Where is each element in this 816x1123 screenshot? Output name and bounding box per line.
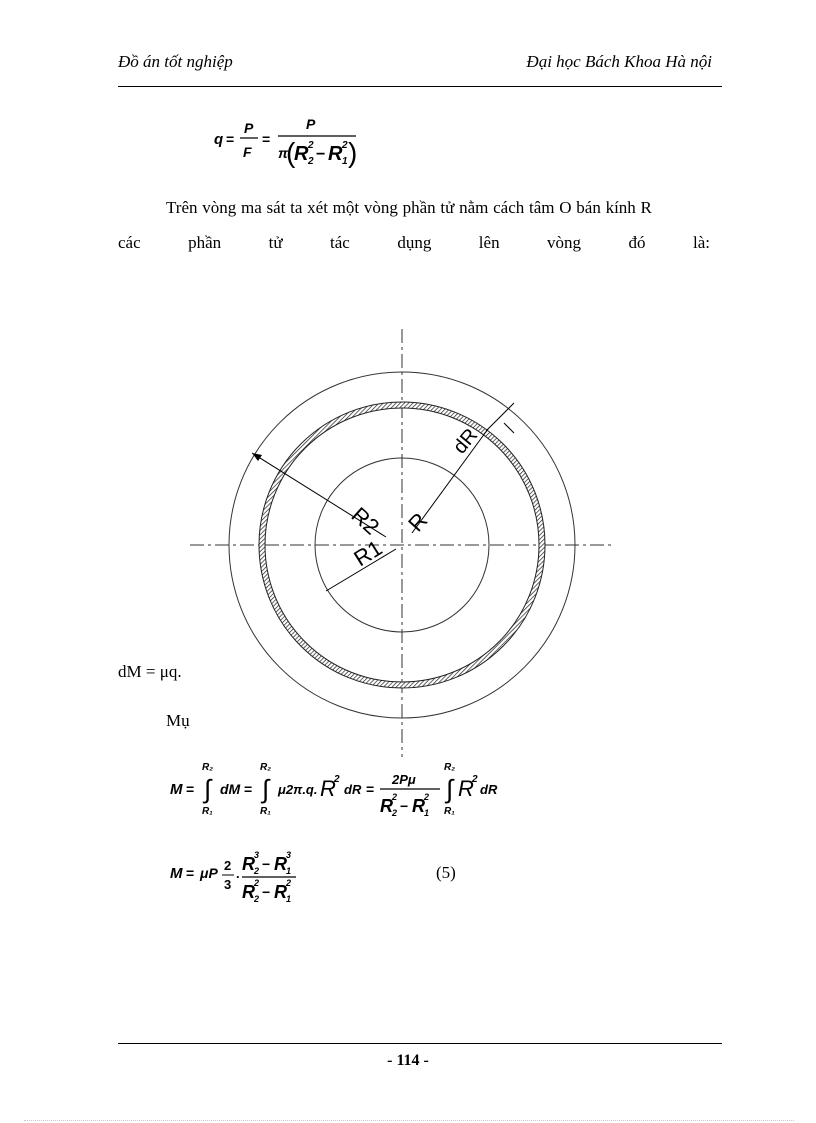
eq3-frac-den: 3 (224, 877, 232, 892)
svg-text:R: R (380, 796, 393, 816)
eq1-den1: F (243, 144, 252, 160)
eq1-num1: P (244, 120, 254, 136)
paragraph-word: đó (628, 233, 646, 252)
svg-text:1: 1 (286, 894, 292, 904)
eq2-upper-2: R₂ (260, 762, 272, 773)
eq1-minus: − (316, 146, 326, 163)
eq2-lower-1: R₁ (202, 806, 213, 817)
label-r1: R1 (349, 535, 387, 572)
svg-text:R: R (274, 854, 287, 874)
friction-ring-diagram (180, 320, 620, 760)
eq1-num2: P (306, 116, 316, 132)
page-number: - 114 - (387, 1052, 429, 1069)
svg-text:1: 1 (286, 866, 292, 876)
svg-text:R: R (274, 882, 287, 902)
eq2-upper-3: R₂ (444, 762, 456, 773)
eq1-r1-sub: 1 (342, 156, 348, 167)
svg-text:2: 2 (392, 808, 398, 818)
eq3-frac-num: 2 (224, 858, 232, 873)
svg-text:=: = (262, 131, 271, 147)
svg-text:∫: ∫ (204, 774, 212, 804)
paragraph-word: phần (188, 233, 222, 252)
svg-text:R: R (458, 776, 474, 801)
header-document-title: Đồ án tốt nghiệp (118, 52, 233, 71)
eq1-r2-sup: 2 (308, 140, 314, 151)
svg-text:R: R (242, 854, 255, 874)
paragraph-word: là: (692, 233, 710, 252)
header-rule (118, 86, 722, 87)
svg-text:∫: ∫ (262, 774, 270, 804)
paragraph-line-2 (118, 233, 710, 253)
page-bottom-border (24, 1120, 794, 1121)
eq2-power-2: 2 (472, 774, 478, 785)
paragraph-word: vòng (547, 233, 582, 252)
eq2-dr-2: dR (480, 782, 498, 797)
eq3-coef: μP (200, 865, 218, 881)
svg-text:2: 2 (254, 866, 260, 876)
eq1-r1-sup: 2 (342, 140, 348, 151)
equation-number: (5) (436, 863, 456, 882)
dr-extension-line (486, 403, 514, 431)
eq2-lhs: M (170, 781, 183, 798)
eq1-r2: R (294, 143, 309, 165)
eq1-pi: π (278, 145, 288, 161)
pressure-equation (210, 112, 380, 174)
eq2-coef: 2Pμ (392, 772, 416, 787)
eq3-sup2-b: 2 (286, 878, 292, 888)
moment-fragment: Mụ (166, 711, 190, 730)
header-university: Đại học Bách Khoa Hà nội (526, 52, 712, 71)
paragraph-word: tác (330, 233, 350, 252)
svg-text:=: = (244, 781, 253, 797)
integral-equation (168, 758, 518, 822)
eq3-sup3-a: 3 (254, 850, 260, 860)
eq2-lower-2: R₁ (260, 806, 271, 817)
svg-text:=: = (186, 781, 195, 797)
svg-text:−: − (400, 798, 409, 814)
svg-text:.: . (236, 866, 240, 881)
svg-text:=: = (366, 781, 375, 797)
svg-text:=: = (186, 865, 195, 881)
eq3-lhs: M (170, 865, 183, 882)
dm-expression: dM = μq. (118, 662, 182, 681)
dr-tick-mark (504, 423, 514, 433)
paragraph-word: các (118, 233, 141, 252)
moment-equation (168, 842, 318, 906)
svg-text:): ) (348, 137, 358, 168)
eq2-dm: dM (220, 781, 241, 797)
eq2-upper-1: R₂ (202, 762, 214, 773)
footer-rule (118, 1043, 722, 1044)
svg-text:R: R (242, 882, 255, 902)
svg-text:−: − (262, 884, 271, 900)
paragraph-word: dụng (397, 233, 432, 252)
eq2-power-1: 2 (334, 774, 340, 785)
paragraph-word: lên (478, 233, 500, 252)
label-dr: dR (448, 424, 483, 459)
paragraph-word: tử (268, 233, 283, 252)
svg-text:∫: ∫ (446, 774, 454, 804)
svg-text:(: ( (286, 137, 296, 168)
eq3-sup3-b: 3 (286, 850, 292, 860)
paragraph-line-1: Trên vòng ma sát ta xét một vòng phần tử nằm cách tâm O bán kính R (166, 198, 652, 217)
eq2-lower-3: R₁ (444, 806, 455, 817)
svg-text:2: 2 (424, 792, 430, 802)
eq1-r1: R (328, 143, 343, 165)
eq1-r2-sub: 2 (308, 156, 314, 167)
svg-text:2: 2 (254, 894, 260, 904)
svg-text:1: 1 (424, 808, 430, 818)
eq3-sup2-a: 2 (254, 878, 260, 888)
label-r: R (403, 507, 433, 537)
svg-text:−: − (262, 856, 271, 872)
svg-text:=: = (226, 131, 235, 147)
svg-text:R: R (412, 796, 425, 816)
eq2-integrand: μ2π.q. (278, 782, 318, 797)
eq2-dr-1: dR (344, 782, 362, 797)
svg-text:2: 2 (392, 792, 398, 802)
svg-text:R: R (320, 776, 336, 801)
label-r2: R2 (346, 502, 385, 540)
eq1-lhs: q (214, 131, 224, 148)
